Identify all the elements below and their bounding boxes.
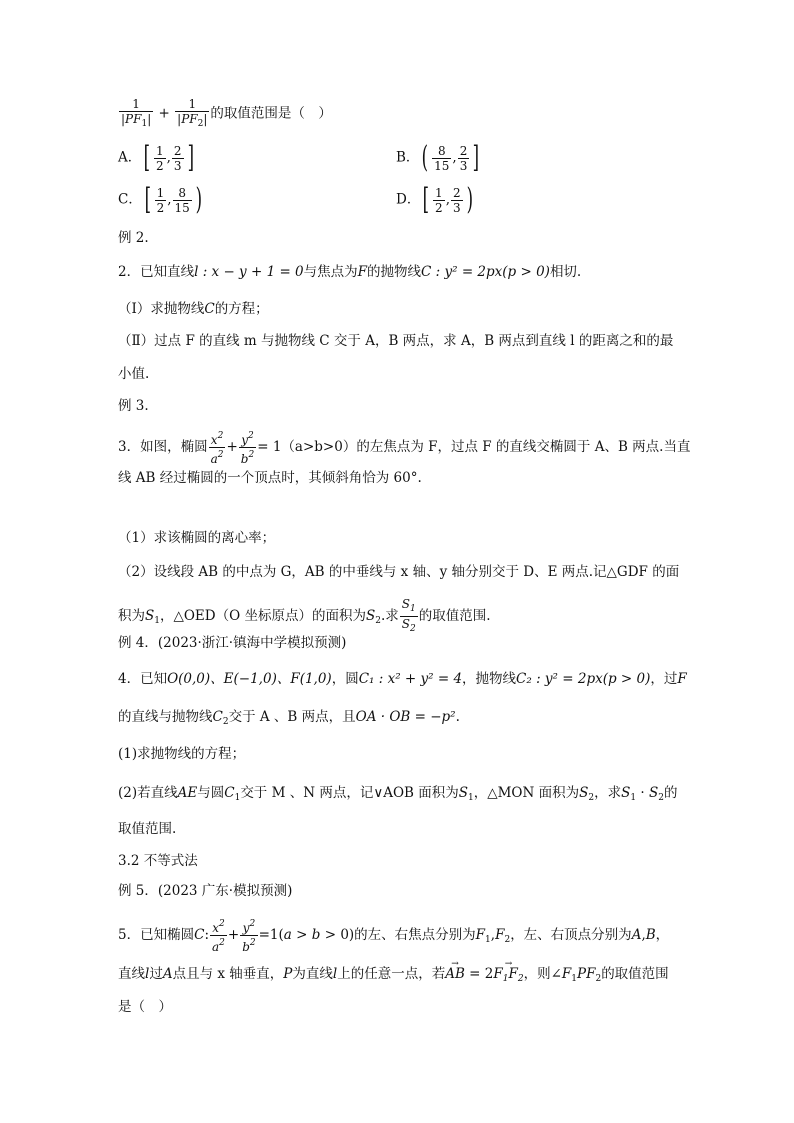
q3-part1: （1）求该椭圆的离心率； [118,530,276,546]
q3-stem-cont: 线 AB 经过椭圆的一个顶点时，其倾斜角恰为 60°. [118,470,422,486]
q5-stem: 5．已知椭圆C: $\frac{x^2}{a^2}$ + $\frac{y^2}{b^2}$ =1(a > b > 0)的左、右焦点分别为$F_1,F_2$，左、右顶点分别为A,B， [118,919,670,954]
q3-part2: （2）设线段 AB 的中点为 G，AB 的中垂线与 x 轴、y 轴分别交于 D、E 两点.记△GDF 的面 [118,564,680,580]
q5-stem-end: 是（ ） [118,999,172,1015]
option-a: A．[ $\frac{1}{2}$ , $\frac{2}{3}$ ] [118,140,194,175]
q3-stem: 3．如图，椭圆 $\frac{x^2}{a^2}$ + $\frac{y^2}{b^2}$ = 1（a>b>0）的左焦点为 F，过点 F 的直线交椭圆于 A、B 两点.当直 [118,431,691,466]
section-heading: 3.2 不等式法 [118,853,198,869]
option-d: D．[ $\frac{1}{2}$ , $\frac{2}{3}$ ) [396,182,473,217]
example-3-heading: 例 3. [118,398,149,414]
q4-part1: (1)求抛物线的方程； [118,746,246,762]
q4-stem: 4．已知O(0,0)、E(−1,0)、F(1,0)，圆C₁ : x² + y² = 4，抛物线C₂ : y² = 2px(p > 0)，过F [118,671,687,687]
q2-part2: （Ⅱ）过点 F 的直线 m 与抛物线 C 交于 A，B 两点，求 A，B 两点到直线 l 的距离之和的最 [118,333,674,349]
q4-part2: (2)若直线AE与圆$C_1$交于 M 、N 两点，记∨AOB 面积为$S_1$，△MON 面积为$S_2$，求$S_1 \cdot S_2$的 [118,785,678,803]
example-5-heading: 例 5．(2023 广东·模拟预测) [118,883,293,899]
q1-stem: $\frac{1}{|PF_1|}$ + $\frac{1}{|PF_2|}$ 的取值范围是（ ） [121,97,332,129]
q2-part2-cont: 小值. [118,366,150,382]
option-c: C．[ $\frac{1}{2}$ , $\frac{8}{15}$ ) [118,182,202,217]
fraction-1-pf2: $\frac{1}{|PF_2|}$ [177,97,208,129]
q4-part2-cont: 取值范围. [118,821,177,837]
example-2-heading: 例 2. [118,230,149,246]
example-4-heading: 例 4．(2023·浙江·镇海中学模拟预测) [118,635,347,651]
q2-part1: （Ⅰ）求抛物线C的方程； [118,301,269,317]
fraction-1-pf1: $\frac{1}{|PF_1|}$ [121,97,152,129]
q3-part2-cont: 积为$S_1$，△OED（O 坐标原点）的面积为$S_2$.求 $\frac{S_1}{S_2}$ 的取值范围. [118,597,491,634]
q2-stem: 2．已知直线l : x − y + 1 = 0与焦点为F的抛物线C : y² = 2px(p > 0)相切. [118,264,582,280]
q5-stem-cont: 直线l过A点且与 x 轴垂直，P为直线l上的任意一点，若→ AB = $2\to F_1F_2$，则$\angle F_1PF_2$的取值范围 [118,964,669,989]
q4-stem-cont: 的直线与抛物线$C_2$交于 A 、B 两点，且OA · OB = −p². [118,709,460,727]
option-b: B．( $\frac{8}{15}$ , $\frac{2}{3}$ ] [396,140,480,175]
